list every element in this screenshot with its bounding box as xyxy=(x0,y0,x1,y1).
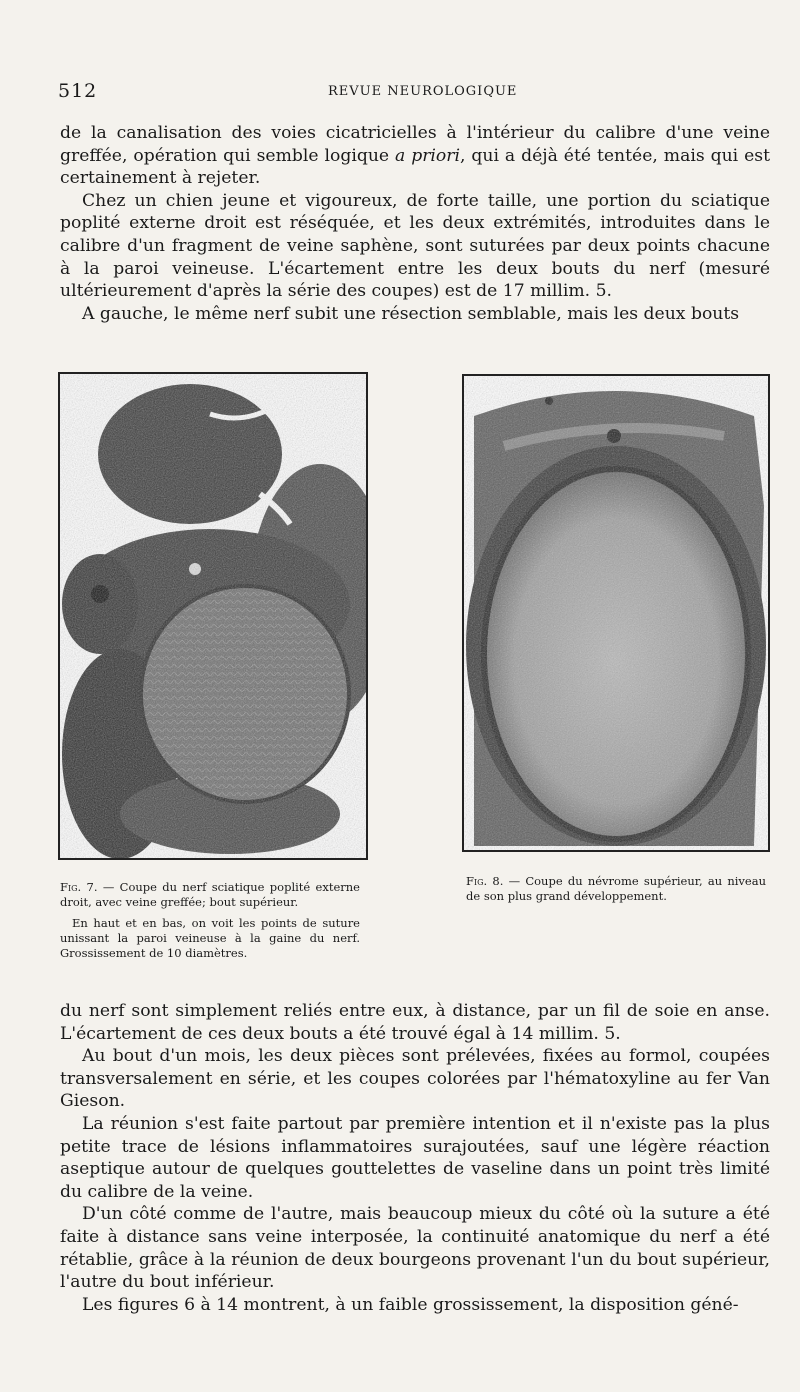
italic-term: a priori xyxy=(395,145,460,166)
running-head: REVUE NEUROLOGIQUE xyxy=(328,84,518,99)
caption-text: — Coupe du nerf sciatique poplité externe droit, avec veine greffée; bout supérieur. xyxy=(60,880,360,909)
micrograph-8-image xyxy=(464,376,768,850)
body-text-bottom xyxy=(60,1000,770,1316)
paragraph xyxy=(60,122,770,190)
page-header xyxy=(58,80,760,104)
caption-title xyxy=(60,880,360,910)
caption-text: — Coupe du névrome supérieur, au niveau de son plus grand développement. xyxy=(466,874,766,903)
paragraph: Les figures 6 à 14 montrent, à un faible grossissement, la disposition géné- xyxy=(82,1294,739,1315)
figure-label: Fig. 7. xyxy=(60,880,98,894)
paragraph: La réunion s'est faite partout par première intention et il n'existe pas la plus petite trace de lésions inflammatoires surajoutées, sauf une légère réaction aseptique autour de quelques gouttelettes de vaseline dans un point très limité du calibre de la veine. xyxy=(60,1113,770,1202)
figure-8-caption xyxy=(466,874,766,910)
paragraph: Chez un chien jeune et vigoureux, de forte taille, une portion du sciatique poplité externe droit est réséquée, et les deux extrémités, introduites dans le calibre d'un fragment de veine saphène, sont suturées par deux points chacune à la paroi veineuse. L'écartement entre les deux bouts du nerf (mesuré ultérieurement d'après la série des coupes) est de 17 millim. 5. xyxy=(60,190,770,302)
page-number: 512 xyxy=(58,80,98,102)
figure-7-caption xyxy=(60,880,360,967)
text-span: , qui a déjà été tentée, mais qui est certainement à rejeter. xyxy=(60,145,770,189)
figure-8-micrograph xyxy=(462,374,770,852)
figure-7-micrograph xyxy=(58,372,368,860)
text-span: de la canalisation des voies cicatricielles à l'intérieur du calibre d'une veine greffée, opération qui semble logique xyxy=(60,123,770,166)
paragraph: A gauche, le même nerf subit une résection semblable, mais les deux bouts xyxy=(82,303,740,324)
caption-title xyxy=(466,874,766,904)
body-text-top xyxy=(60,122,770,325)
paragraph: D'un côté comme de l'autre, mais beaucoup mieux du côté où la suture a été faite à distance sans veine interposée, la continuité anatomique du nerf a été rétablie, grâce à la réunion de deux bourgeons provenant l'un du bout supérieur, l'autre du bout inférieur. xyxy=(60,1204,770,1293)
micrograph-7-image xyxy=(60,374,366,858)
paragraph: Au bout d'un mois, les deux pièces sont prélevées, fixées au formol, coupées transversalement en série, et les coupes colorées par l'hématoxyline au fer Van Gieson. xyxy=(60,1046,770,1112)
figure-label: Fig. 8. xyxy=(466,874,504,888)
paragraph: du nerf sont simplement reliés entre eux, à distance, par un fil de soie en anse. L'écartement de ces deux bouts a été trouvé égal à 14 millim. 5. xyxy=(60,1001,770,1044)
caption-note: En haut et en bas, on voit les points de suture unissant la paroi veineuse à la gaine du nerf. Grossissement de 10 diamètres. xyxy=(60,916,360,960)
